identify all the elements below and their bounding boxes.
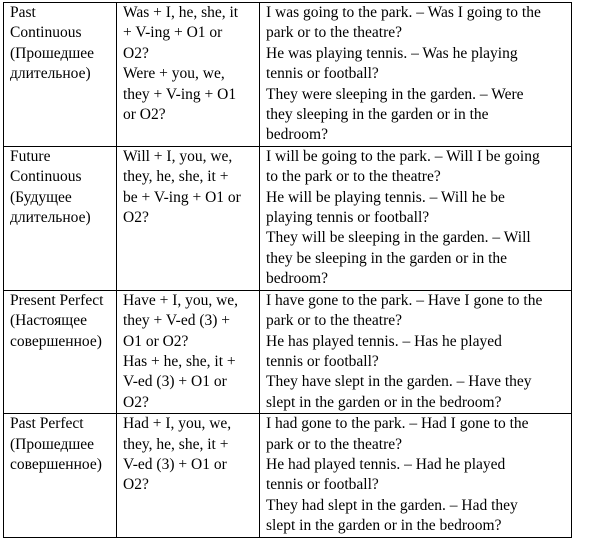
- example-line: He was playing tennis. – Was he playing: [266, 44, 518, 62]
- formula-line: they, he, she, it +: [123, 435, 229, 453]
- formula-cell: [117, 146, 260, 290]
- formula-line: O1 or O2?: [123, 332, 189, 350]
- formula-line: be + V-ing + O1 or: [123, 188, 241, 206]
- example-line: they be sleeping in the garden or in the: [266, 249, 508, 267]
- formula-line: O2?: [123, 476, 149, 494]
- example-line: tennis or football?: [266, 352, 379, 370]
- example-line: slept in the garden or in the bedroom?: [266, 517, 502, 535]
- tense-line: (Настоящее: [10, 312, 87, 330]
- example-line: park or to the theatre?: [266, 24, 402, 42]
- grammar-table: [3, 2, 572, 538]
- table-row: [4, 414, 572, 537]
- example-line: park or to the theatre?: [266, 435, 402, 453]
- example-line: bedroom?: [266, 270, 328, 288]
- formula-line: Will + I, you, we,: [123, 147, 233, 165]
- example-line: playing tennis or football?: [266, 209, 430, 227]
- tense-line: Continuous: [10, 168, 82, 186]
- examples-cell: [260, 414, 572, 537]
- example-line: bedroom?: [266, 126, 328, 144]
- example-line: He has played tennis. – Has he played: [266, 332, 502, 350]
- example-line: I was going to the park. – Was I going to the: [266, 4, 541, 21]
- tense-line: (Прошедшее: [10, 435, 95, 453]
- examples-cell: [260, 3, 572, 147]
- example-line: park or to the theatre?: [266, 312, 402, 330]
- example-line: They had slept in the garden. – Had they: [266, 496, 518, 514]
- formula-line: + V-ing + O1 or: [123, 24, 223, 42]
- tense-cell: [4, 146, 117, 290]
- formula-line: O2?: [123, 209, 149, 227]
- tense-cell: [4, 3, 117, 147]
- formula-line: O2?: [123, 393, 149, 411]
- example-line: I have gone to the park. – Have I gone to the: [266, 291, 543, 309]
- formula-cell: [117, 3, 260, 147]
- tense-line: Continuous: [10, 24, 82, 42]
- formula-line: Have + I, you, we,: [123, 291, 239, 309]
- formula-line: they + V-ing + O1: [123, 85, 237, 103]
- example-line: They will be sleeping in the garden. – Will: [266, 229, 531, 247]
- example-line: to the park or to the theatre?: [266, 168, 441, 186]
- formula-line: Has + he, she, it +: [123, 352, 236, 370]
- table-row: [4, 146, 572, 290]
- example-line: tennis or football?: [266, 476, 379, 494]
- formula-line: they, he, she, it +: [123, 168, 229, 186]
- tense-line: Present Perfect: [10, 291, 104, 309]
- example-line: they sleeping in the garden or in the: [266, 106, 489, 124]
- example-line: tennis or football?: [266, 65, 379, 83]
- table-row: [4, 3, 572, 147]
- tense-line: Future: [10, 147, 51, 165]
- formula-line: V-ed (3) + O1 or: [123, 455, 227, 473]
- formula-line: or O2?: [123, 106, 166, 124]
- tense-line: длительное): [10, 65, 91, 83]
- formula-cell: [117, 290, 260, 413]
- example-line: They were sleeping in the garden. – Were: [266, 85, 524, 103]
- formula-line: Had + I, you, we,: [123, 415, 232, 433]
- examples-cell: [260, 290, 572, 413]
- formula-cell: [117, 414, 260, 537]
- tense-cell: [4, 290, 117, 413]
- example-line: He had played tennis. – Had he played: [266, 455, 506, 473]
- tense-line: Past: [10, 4, 36, 21]
- formula-line: they + V-ed (3) +: [123, 312, 231, 330]
- tense-cell: [4, 414, 117, 537]
- tense-line: (Прошедшее: [10, 44, 95, 62]
- tense-line: длительное): [10, 209, 91, 227]
- example-line: I will be going to the park. – Will I be going: [266, 147, 540, 165]
- formula-line: Was + I, he, she, it: [123, 4, 239, 21]
- example-line: I had gone to the park. – Had I gone to the: [266, 415, 529, 433]
- example-line: slept in the garden or in the bedroom?: [266, 393, 502, 411]
- tense-line: совершенное): [10, 332, 102, 350]
- examples-cell: [260, 146, 572, 290]
- tense-line: (Будущее: [10, 188, 72, 206]
- example-line: They have slept in the garden. – Have they: [266, 373, 532, 391]
- example-line: He will be playing tennis. – Will he be: [266, 188, 505, 206]
- tense-line: совершенное): [10, 455, 102, 473]
- formula-line: O2?: [123, 44, 149, 62]
- tense-line: Past Perfect: [10, 415, 84, 433]
- formula-line: V-ed (3) + O1 or: [123, 373, 227, 391]
- formula-line: Were + you, we,: [123, 65, 225, 83]
- table-row: [4, 290, 572, 413]
